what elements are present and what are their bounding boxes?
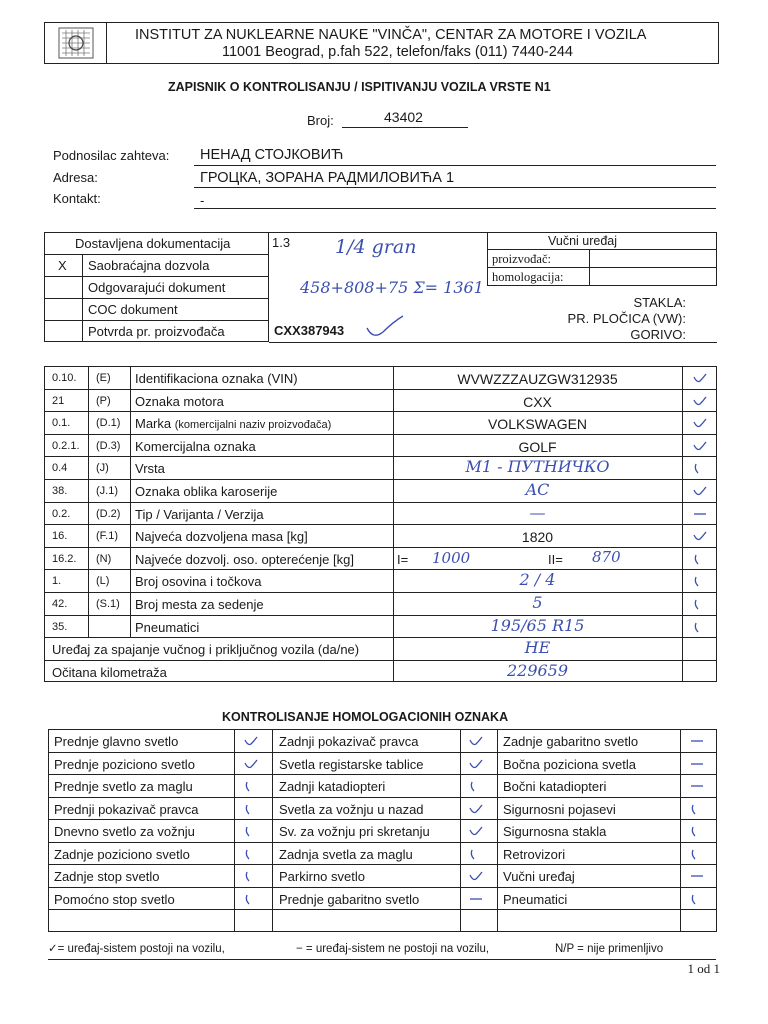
row-code: 0.1. — [52, 417, 71, 430]
row-code: 0.10. — [52, 372, 77, 384]
check-mark-icon — [469, 736, 483, 746]
check-mark-icon — [244, 759, 258, 769]
check-mark-icon — [690, 826, 704, 836]
row-ref: (S.1) — [96, 598, 120, 610]
potvrda-check-icon — [365, 312, 405, 341]
podnosilac-value: НЕНАД СТОЈКОВИЋ — [200, 147, 344, 163]
check-mark-icon — [693, 463, 707, 473]
row-ref: (D.3) — [96, 439, 121, 452]
homologation-item: Prednje gabaritno svetlo — [279, 891, 420, 907]
page-number: 1 od 1 — [687, 961, 720, 976]
row-ref: (F.1) — [96, 530, 118, 543]
homologation-item: Retrovizori — [503, 846, 566, 862]
check-mark-icon — [693, 373, 707, 383]
check-mark-icon — [693, 486, 707, 496]
homologation-item: Prednji pokazivač pravca — [54, 801, 199, 817]
axle-ii-value: 870 — [592, 547, 621, 566]
row-label-text: Tip / Varijanta / Verzija — [135, 506, 264, 522]
row-label — [135, 598, 264, 611]
legend-np: N/P = nije primenljivo — [555, 943, 664, 955]
row-value: CXX — [523, 393, 552, 410]
check-mark-icon — [693, 531, 707, 541]
check-mark-icon — [693, 396, 707, 406]
row-label-text: Identifikaciona oznaka (VIN) — [135, 371, 298, 386]
row-code: 0.2.1. — [52, 439, 80, 452]
kontakt-value: - — [200, 193, 205, 208]
row-label — [135, 485, 277, 498]
vucni-header: Vučni uređaj — [548, 234, 618, 248]
row-label-text: Oznaka motora — [135, 393, 224, 409]
dash-mark-icon — [690, 736, 704, 746]
row-value: GOLF — [518, 438, 557, 455]
homologation-item: Vučni uređaj — [503, 869, 575, 884]
homologation-item: Prednje poziciono svetlo — [54, 756, 195, 772]
row-label-text: Broj osovina i točkova — [135, 574, 262, 590]
homologation-title: KONTROLISANJE HOMOLOGACIONIH OZNAKA — [222, 710, 509, 724]
row-label — [135, 553, 354, 566]
doc-mark-0: X — [58, 258, 67, 273]
handwritten-note-2: 458+808+75 Σ= 1361 — [300, 278, 484, 297]
row-value: 1820 — [521, 529, 554, 546]
row-label-note: (komercijalni naziv proizvođača) — [174, 419, 332, 432]
row-code: 16. — [52, 530, 68, 543]
header-line2: 11001 Beograd, p.fah 522, telefon/faks (011) 7440-244 — [222, 44, 573, 60]
document-title: ZAPISNIK O KONTROLISANJU / ISPITIVANJU VOZILA VRSTE N1 — [168, 80, 551, 94]
proizvodac-label: proizvođač: — [492, 252, 552, 266]
row-value: 5 — [532, 593, 543, 612]
homologation-item: Dnevno svetlo za vožnju — [54, 824, 195, 839]
row-ref: (E) — [96, 372, 111, 384]
podnosilac-label: Podnosilac zahteva: — [53, 148, 170, 163]
doc-label-0: Saobraćajna dozvola — [88, 258, 210, 273]
homologation-item: Zadnje poziciono svetlo — [54, 846, 190, 862]
homologation-item: Svetla registarske tablice — [279, 756, 424, 772]
row-ref: (D.2) — [96, 507, 121, 520]
row-ref: (J) — [96, 462, 109, 475]
row-value: WVWZZZAUZGW312935 — [457, 371, 618, 387]
row-label — [135, 395, 224, 408]
row-label-text: Marka — [135, 416, 172, 432]
row-label-text: Najveće dozvolj. oso. opterećenje [kg] — [135, 551, 354, 567]
axle-i-label: I= — [397, 551, 409, 567]
kontakt-label: Kontakt: — [53, 191, 101, 206]
check-mark-icon — [244, 871, 258, 881]
axle-i-value: 1000 — [432, 548, 471, 567]
homologacija-label: homologacija: — [492, 270, 564, 284]
check-mark-icon — [693, 418, 707, 428]
row-code: 16.2. — [52, 552, 77, 565]
documentation-header: Dostavljena dokumentacija — [75, 236, 231, 251]
homologation-item: Bočna poziciona svetla — [503, 756, 636, 772]
row-label — [135, 462, 165, 475]
row-code: 38. — [52, 485, 68, 497]
homologation-item: Prednje glavno svetlo — [54, 734, 179, 749]
adresa-value: ГРОЦКА, ЗОРАНА РАДМИЛОВИЋА 1 — [200, 170, 455, 186]
row-value: 195/65 R15 — [490, 615, 585, 635]
homologation-item: Bočni katadiopteri — [503, 779, 607, 794]
gorivo-label: GORIVO: — [630, 327, 686, 342]
institute-logo — [58, 27, 94, 59]
row-value: VOLKSWAGEN — [487, 416, 588, 433]
axle-ii-label: II= — [548, 551, 563, 567]
homologation-item: Zadnje stop svetlo — [54, 869, 160, 884]
row-code: 42. — [52, 598, 68, 610]
doc-label-1: Odgovarajući dokument — [88, 280, 226, 295]
legend-check: ✓= uređaj-sistem postoji na vozilu, — [48, 943, 225, 955]
homologation-item: Zadnja svetla za maglu — [279, 846, 413, 862]
check-mark-icon — [244, 804, 258, 814]
doc-label-3: Potvrda pr. proizvođača — [88, 324, 225, 339]
documentation-code: 1.3 — [272, 235, 291, 250]
check-mark-icon — [244, 781, 258, 791]
broj-label: Broj: — [307, 113, 334, 128]
doc-label-2: COC dokument — [88, 302, 178, 317]
check-mark-icon — [469, 804, 483, 814]
header-line1: INSTITUT ZA NUKLEARNE NAUKE "VINČA", CENTAR ZA MOTORE I VOZILA — [135, 27, 647, 43]
homologation-item: Zadnji pokazivač pravca — [279, 734, 419, 749]
dash-mark-icon — [469, 894, 483, 904]
row-label — [135, 372, 298, 385]
homologation-item: Prednje svetlo za maglu — [54, 779, 193, 794]
homologation-item: Pomoćno stop svetlo — [54, 891, 175, 907]
check-mark-icon — [244, 894, 258, 904]
row-label — [135, 530, 308, 543]
check-mark-icon — [469, 871, 483, 881]
check-mark-icon — [693, 576, 707, 586]
row-label-text: Oznaka oblika karoserije — [135, 484, 278, 499]
stakla-label: STAKLA: — [633, 295, 686, 310]
plocica-label: PR. PLOČICA (VW): — [567, 311, 686, 326]
handwritten-note-1: 1/4 gran — [335, 236, 417, 258]
homologation-item: Parkirno svetlo — [279, 869, 365, 884]
legend-dash: − = uređaj-sistem ne postoji na vozilu, — [296, 943, 490, 955]
row-value: M1 - ПУТНИЧКО — [465, 457, 610, 477]
row-label-text: Broj mesta za sedenje — [135, 597, 264, 612]
homologation-item: Sigurnosni pojasevi — [503, 801, 616, 817]
row-label — [135, 417, 331, 431]
homologation-item: Svetla za vožnju u nazad — [279, 801, 424, 817]
row-ref: (L) — [96, 575, 110, 588]
homologation-item: Pneumatici — [503, 891, 568, 907]
extra-row-label: Uređaj za spajanje vučnog i priključnog vozila (da/ne) — [52, 642, 360, 658]
row-label-text: Pneumatici — [135, 619, 200, 635]
homologation-item: Zadnje gabaritno svetlo — [503, 734, 639, 749]
row-label — [135, 621, 199, 634]
row-ref: (N) — [96, 552, 112, 565]
row-label — [135, 440, 256, 453]
row-label — [135, 575, 261, 588]
homologation-item: Sv. za vožnju pri skretanju — [279, 824, 430, 839]
check-mark-icon — [469, 759, 483, 769]
check-mark-icon — [469, 849, 483, 859]
check-mark-icon — [244, 736, 258, 746]
row-ref: (J.1) — [96, 485, 118, 497]
extra-row-label: Očitana kilometraža — [52, 664, 167, 680]
row-value: AC — [525, 480, 550, 499]
check-mark-icon — [244, 849, 258, 859]
check-mark-icon — [469, 781, 483, 791]
check-mark-icon — [693, 622, 707, 632]
dash-mark-icon — [693, 509, 707, 519]
row-ref: (P) — [96, 394, 111, 407]
check-mark-icon — [693, 599, 707, 609]
row-code: 1. — [52, 575, 62, 588]
broj-value: 43402 — [384, 109, 423, 125]
row-code: 21 — [52, 394, 65, 407]
check-mark-icon — [690, 849, 704, 859]
row-label-text: Komercijalna oznaka — [135, 438, 256, 454]
check-mark-icon — [693, 441, 707, 451]
dash-mark-icon — [690, 871, 704, 881]
homologation-item: Sigurnosna stakla — [503, 824, 607, 839]
extra-row-value: 229659 — [506, 660, 569, 680]
check-mark-icon — [693, 554, 707, 564]
potvrda-value: CXX387943 — [274, 323, 345, 338]
row-ref: (D.1) — [96, 417, 121, 430]
dash-mark-icon — [690, 781, 704, 791]
adresa-label: Adresa: — [53, 170, 98, 185]
check-mark-icon — [244, 826, 258, 836]
row-label-text: Vrsta — [135, 461, 165, 477]
row-code: 0.2. — [52, 507, 71, 520]
row-label-text: Najveća dozvoljena masa [kg] — [135, 529, 308, 545]
check-mark-icon — [469, 826, 483, 836]
check-mark-icon — [690, 894, 704, 904]
extra-row-value: НЕ — [524, 638, 551, 658]
homologation-item: Zadnji katadiopteri — [279, 779, 386, 794]
row-value: — — [529, 502, 546, 522]
row-value: 2 / 4 — [519, 570, 556, 590]
row-code: 0.4 — [52, 462, 68, 475]
row-code: 35. — [52, 620, 68, 633]
check-mark-icon — [690, 804, 704, 814]
dash-mark-icon — [690, 759, 704, 769]
row-label — [135, 508, 264, 521]
